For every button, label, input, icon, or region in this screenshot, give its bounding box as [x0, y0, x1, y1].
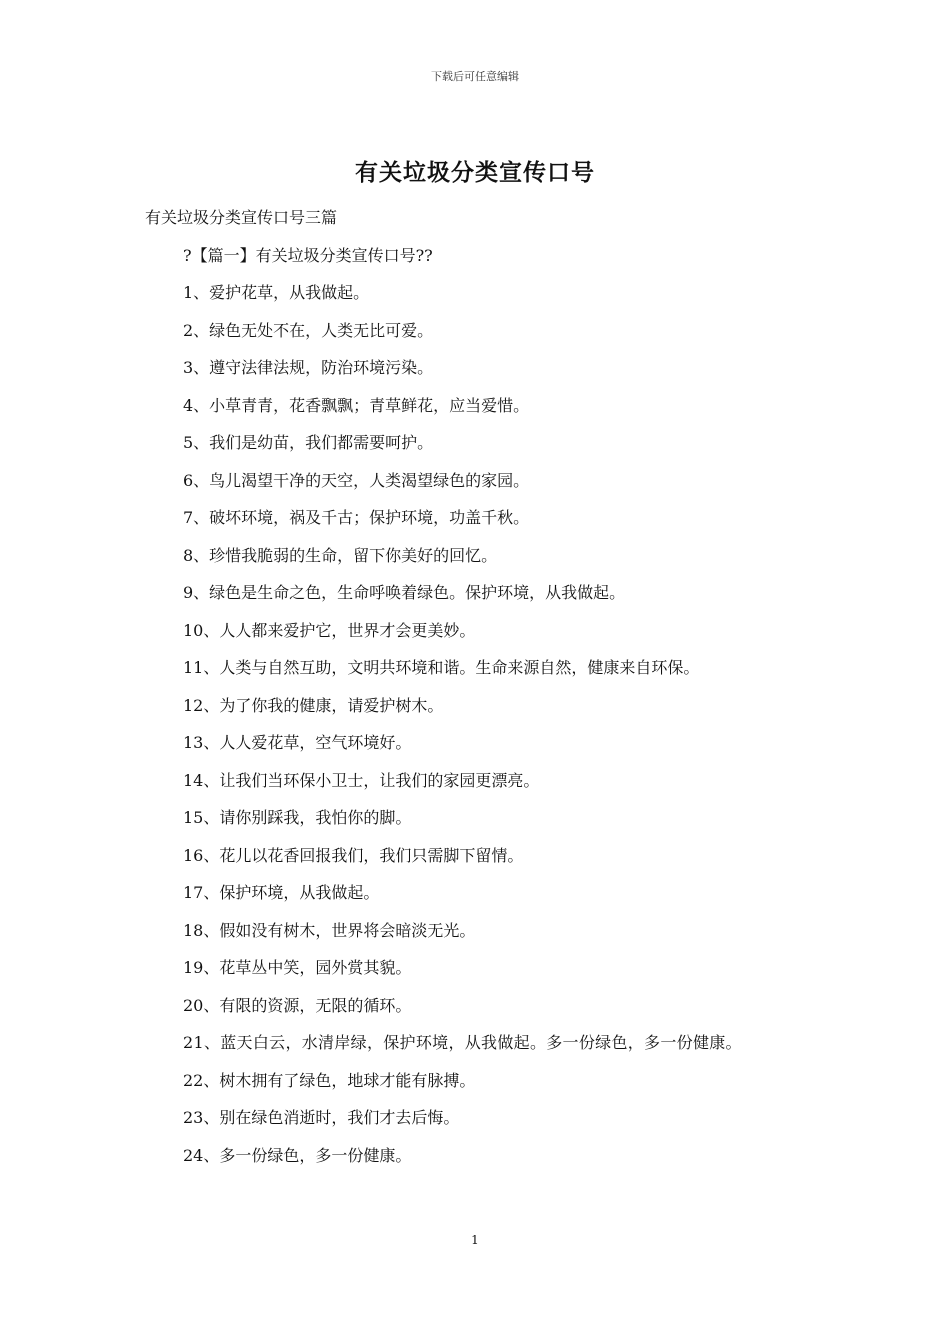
list-item: 21、蓝天白云，水清岸绿，保护环境，从我做起。多一份绿色，多一份健康。 — [183, 1033, 742, 1052]
list-item: 13、人人爱花草，空气环境好。 — [183, 733, 412, 752]
list-item: 24、多一份绿色，多一份健康。 — [183, 1145, 412, 1165]
list-item: 9、绿色是生命之色，生命呼唤着绿色。保护环境，从我做起。 — [183, 583, 626, 602]
document-body — [145, 199, 810, 1174]
page-number: 1 — [471, 1233, 479, 1247]
section-heading: ?【篇一】有关垃圾分类宣传口号?? — [183, 245, 433, 265]
header-note: 下载后可任意编辑 — [431, 70, 519, 83]
list-item: 5、我们是幼苗，我们都需要呵护。 — [183, 433, 434, 452]
subtitle: 有关垃圾分类宣传口号三篇 — [145, 208, 338, 227]
list-item: 18、假如没有树木，世界将会暗淡无光。 — [183, 920, 476, 940]
list-item: 22、树木拥有了绿色，地球才能有脉搏。 — [183, 1070, 476, 1090]
list-item: 15、请你别踩我，我怕你的脚。 — [183, 808, 412, 827]
list-item: 7、破坏环境，祸及千古；保护环境，功盖千秋。 — [183, 508, 530, 527]
list-item: 4、小草青青，花香飘飘；青草鲜花，应当爱惜。 — [183, 395, 530, 415]
list-item: 16、花儿以花香回报我们，我们只需脚下留情。 — [183, 845, 524, 865]
list-item: 23、别在绿色消逝时，我们才去后悔。 — [183, 1108, 460, 1127]
list-item: 6、鸟儿渴望干净的天空，人类渴望绿色的家园。 — [183, 470, 530, 490]
list-item: 20、有限的资源，无限的循环。 — [183, 995, 412, 1015]
list-item: 14、让我们当环保小卫士，让我们的家园更漂亮。 — [183, 770, 540, 790]
document-title: 有关垃圾分类宣传口号 — [355, 160, 595, 186]
list-item: 2、绿色无处不在，人类无比可爱。 — [183, 320, 434, 340]
list-item: 8、珍惜我脆弱的生命，留下你美好的回忆。 — [183, 545, 498, 565]
list-item: 1、爱护花草，从我做起。 — [183, 283, 370, 302]
list-item: 11、人类与自然互助，文明共环境和谐。生命来源自然，健康来自环保。 — [183, 658, 700, 677]
list-item: 19、花草丛中笑，园外赏其貌。 — [183, 958, 412, 977]
list-item: 12、为了你我的健康，请爱护树木。 — [183, 695, 444, 715]
list-item: 3、遵守法律法规，防治环境污染。 — [183, 358, 434, 377]
list-item: 10、人人都来爱护它，世界才会更美妙。 — [183, 620, 476, 640]
list-item: 17、保护环境，从我做起。 — [183, 883, 380, 902]
